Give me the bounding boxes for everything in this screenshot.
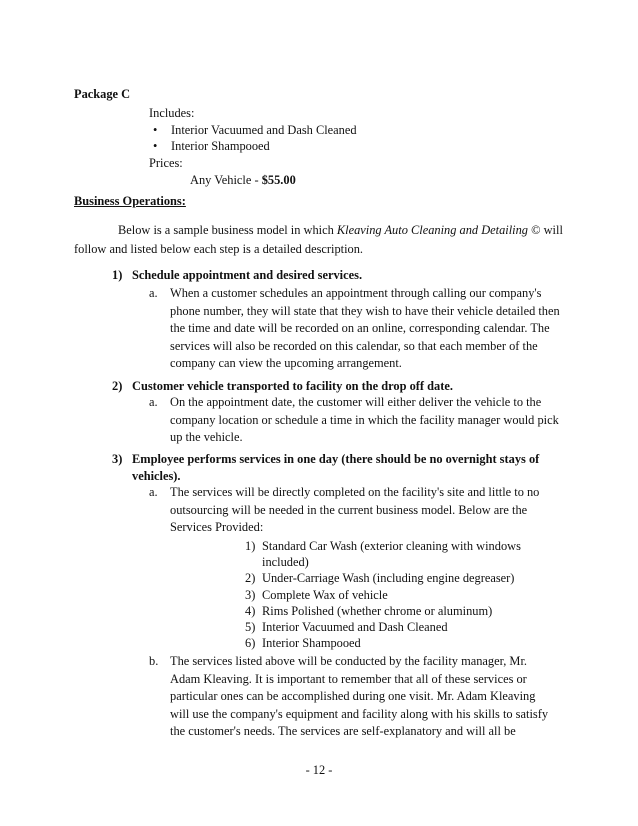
list-item: 5) Interior Vacuumed and Dash Cleaned xyxy=(245,620,448,635)
list-item: 4) Rims Polished (whether chrome or aluminum) xyxy=(245,603,493,618)
intro-paragraph: Below is a sample business model in which Kleaving Auto Cleaning and Detailing © will follow and listed below each step is a detailed description. xyxy=(74,223,563,256)
list-item: 3) Complete Wax of vehicle xyxy=(245,587,388,602)
list-item: 2) Under-Carriage Wash (including engine degreaser) xyxy=(245,571,515,586)
step-3-title: 3) Employee performs services in one day (there should be no overnight stays of vehicles). xyxy=(112,452,540,483)
list-item: • Interior Vacuumed and Dash Cleaned xyxy=(153,123,357,137)
price-line: Any Vehicle - $55.00 xyxy=(190,173,296,187)
section-title: Business Operations: xyxy=(74,194,186,208)
bullet-icon: • xyxy=(153,123,158,137)
step-1-title: 1) Schedule appointment and desired services. xyxy=(112,268,363,282)
services-list xyxy=(245,538,545,651)
bullet-icon: • xyxy=(153,139,158,153)
step-3-detail-b: b. The services listed above will be conducted by the facility manager, Mr. Adam Kleaving. It is important to remember that all of these services or particular ones can be accomplished during one visit. Mr. Adam Kleaving will use the company's equipment and facility along with his skills to satisfy the customer's needs. The services are self-explanatory and will all be xyxy=(149,654,549,738)
prices-label: Prices: xyxy=(149,156,183,170)
page-number: - 12 - xyxy=(305,763,333,777)
includes-label: Includes: xyxy=(149,106,195,120)
company-name: Kleaving Auto Cleaning and Detailing xyxy=(336,223,528,237)
step-2-title: 2) Customer vehicle transported to facility on the drop off date. xyxy=(112,379,453,393)
step-3-detail-a: a. The services will be directly completed on the facility's site and little to no outsourcing will be needed in the current business model. Below are the Services Provided: xyxy=(149,485,540,534)
price-value: $55.00 xyxy=(261,173,296,187)
list-item: 1) Standard Car Wash (exterior cleaning with windows included) xyxy=(245,539,521,570)
list-item: • Interior Shampooed xyxy=(153,139,270,153)
step-2-detail-a: a. On the appointment date, the customer will either deliver the vehicle to the company location or schedule a time in which the facility manager would pick up the vehicle. xyxy=(149,395,559,444)
step-1-detail-a: a. When a customer schedules an appointment through calling our company's phone number, they will state that they wish to have their vehicle detailed then the time and date will be recorded on an online, corresponding calendar. The services will also be recorded on this calendar, so that each member of the company can view the upcoming arrangement. xyxy=(149,286,560,370)
list-item: 6) Interior Shampooed xyxy=(245,636,361,651)
package-title: Package C xyxy=(74,87,131,101)
